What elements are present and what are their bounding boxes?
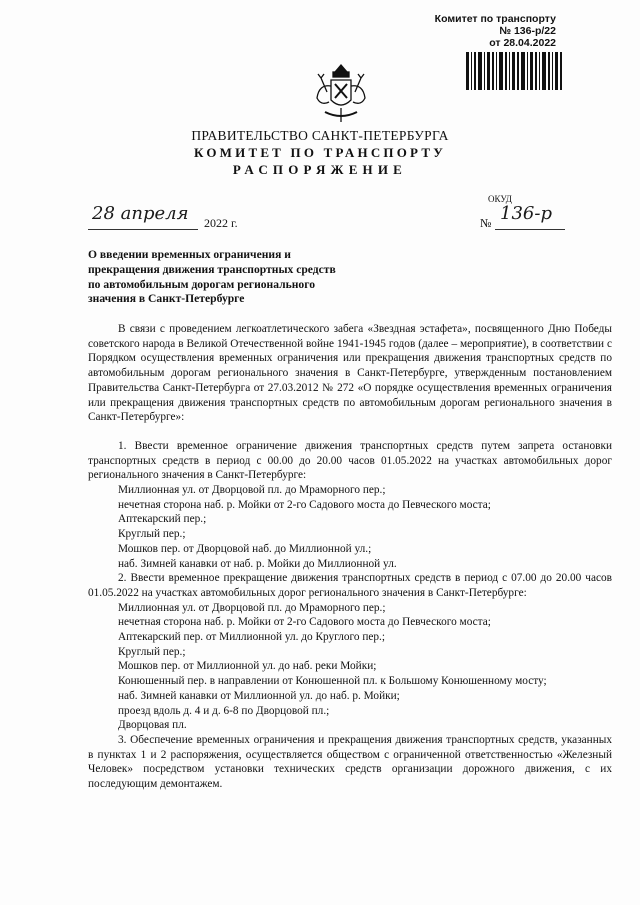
clause-2-item: проезд вдоль д. 4 и д. 6-8 по Дворцовой пл.; <box>118 704 330 717</box>
coat-of-arms-icon <box>313 62 369 126</box>
document-body <box>88 322 612 792</box>
number-label: № <box>480 216 492 230</box>
clause-3: 3. Обеспечение временных ограничения и прекращения движения транспортных средств, указанных в пунктах 1 и 2 распоряжения, осуществляется обществом с ограниченной ответственностью «Железный Человек» посредством установки технических средств организации дорожного движения, с их последующим демонтажем. <box>88 733 612 791</box>
barcode-icon <box>466 52 562 90</box>
clause-2-item: Круглый пер.; <box>118 645 186 658</box>
clause-2-item: Мошков пер. от Миллионной ул. до наб. реки Мойки; <box>118 660 377 673</box>
number-handwritten: 136-р <box>500 203 552 224</box>
clause-2-item: Дворцовая пл. <box>118 719 187 732</box>
date-year: 2022 г. <box>204 216 238 230</box>
clause-2-item: Миллионная ул. от Дворцовой пл. до Мраморного пер.; <box>118 601 386 614</box>
clause-2-item: Конюшенный пер. в направлении от Конюшенной пл. к Большому Конюшенному мосту; <box>118 675 547 688</box>
document-subject: О введении временных ограничения и прекращения движения транспортных средств по автомобильным дорогам регионального значения в Санкт-Петербурге <box>88 248 336 306</box>
clause-1-item: Аптекарский пер.; <box>118 513 207 526</box>
date-handwritten: 28 апреля <box>92 203 189 224</box>
clause-1-item: наб. Зимней канавки от наб. р. Мойки до Миллионной ул. <box>118 557 397 570</box>
clause-1-item: нечетная сторона наб. р. Мойки от 2-го Садового моста до Певческого моста; <box>118 498 491 511</box>
clause-1: 1. Ввести временное ограничение движения транспортных средств путем запрета остановки транспортных средств в период с 00.00 до 20.00 часов 01.05.2022 на участках автомобильных дорог регионального значения в Санкт-Петербурге: <box>88 439 612 482</box>
preamble: В связи с проведением легкоатлетического забега «Звездная эстафета», посвященного Дню Победы советского народа в Великой Отечественной войне 1941-1945 годов (далее – мероприятие), в соответствии с Порядком осуществления временных ограничения или прекращения движения транспортных средств по автомобильным дорогам регионального значения в Санкт-Петербурге, утвержденным постановлением Правительства Санкт-Петербурга от 27.03.2012 № 272 «О порядке осуществления временных ограничения или прекращения движения транспортных средств по автомобильным дорогам регионального значения в Санкт-Петербурге»: <box>88 323 612 424</box>
stamp-number: № 136-р/22 <box>499 25 556 37</box>
clause-1-item: Миллионная ул. от Дворцовой пл. до Мраморного пер.; <box>118 484 386 497</box>
stamp-committee: Комитет по транспорту <box>434 13 556 25</box>
clause-2-item: наб. Зимней канавки от Миллионной ул. до наб. р. Мойки; <box>118 689 400 702</box>
document-type: РАСПОРЯЖЕНИЕ <box>232 162 408 177</box>
clause-1-item: Мошков пер. от Дворцовой наб. до Миллионной ул.; <box>118 542 372 555</box>
stamp-date: от 28.04.2022 <box>489 37 556 49</box>
registration-stamp <box>406 13 556 49</box>
clause-2-item: Аптекарский пер. от Миллионной ул. до Круглого пер.; <box>118 631 386 644</box>
committee-title: КОМИТЕТ ПО ТРАНСПОРТУ <box>194 145 446 160</box>
clause-2-item: нечетная сторона наб. р. Мойки от 2-го Садового моста до Певческого моста; <box>118 616 491 629</box>
government-title: ПРАВИТЕЛЬСТВО САНКТ-ПЕТЕРБУРГА <box>191 128 449 143</box>
clause-2: 2. Ввести временное прекращение движения транспортных средств в период с 07.00 до 20.00 часов 01.05.2022 на участках автомобильных дорог регионального значения в Санкт-Петербурге: <box>88 572 612 599</box>
clause-1-item: Круглый пер.; <box>118 528 186 541</box>
okud-label: ОКУД <box>488 194 512 204</box>
